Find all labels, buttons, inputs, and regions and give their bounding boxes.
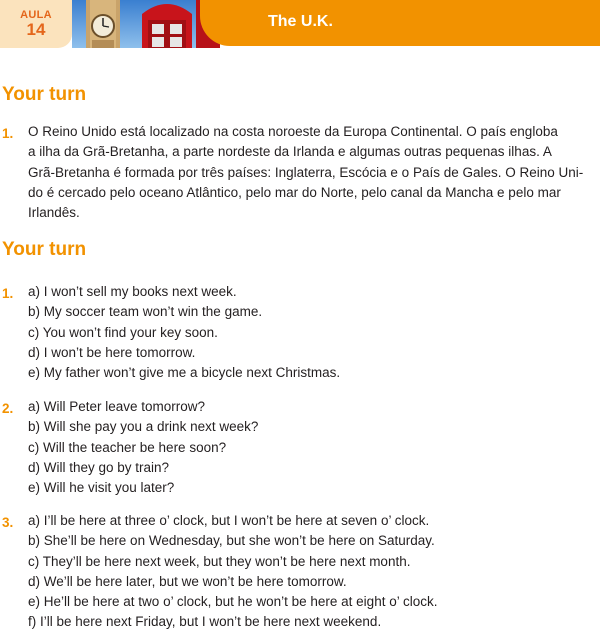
list-item: e) My father won’t give me a bicycle next Christmas.: [28, 365, 341, 381]
lesson-label: AULA: [20, 9, 52, 21]
exercise-number: 1.: [2, 286, 14, 301]
title-bar: [200, 0, 600, 46]
exercise-number: 2.: [2, 401, 14, 416]
answer-list: [28, 511, 437, 633]
list-item: f) I’ll be here next Friday, but I won’t be here next weekend.: [28, 614, 382, 630]
paragraph-line: O Reino Unido está localizado na costa noroeste da Europa Continental. O país engloba: [28, 124, 558, 139]
paragraph-line: a ilha da Grã-Bretanha, a parte nordeste da Irlanda e algumas outras pequenas ilhas. A: [28, 144, 552, 160]
list-item: a) I won’t sell my books next week.: [28, 284, 237, 299]
list-item: b) She’ll be here on Wednesday, but she won’t be here on Saturday.: [28, 533, 435, 549]
list-item: e) Will he visit you later?: [28, 480, 175, 496]
exercise-number: 1.: [2, 126, 14, 141]
lesson-header: [0, 0, 600, 52]
paragraph-line: Grã-Bretanha é formada por três países: Inglaterra, Escócia e o País de Gales. O Reino Uni-: [28, 164, 584, 180]
paragraph-line: do é cercado pelo oceano Atlântico, pelo mar do Norte, pelo canal da Mancha e pelo mar: [28, 184, 561, 200]
list-item: c) You won’t find your key soon.: [28, 324, 218, 340]
london-landmarks-image: [72, 0, 220, 48]
list-item: e) He’ll be here at two o’ clock, but he won’t be here at eight o’ clock.: [28, 594, 438, 610]
list-item: d) We’ll be here later, but we won’t be here tomorrow.: [28, 573, 347, 589]
section-heading-2: Your turn: [2, 239, 87, 260]
exercise-number: 3.: [2, 515, 14, 530]
list-item: d) Will they go by train?: [28, 459, 170, 475]
lesson-badge: [0, 0, 72, 48]
answer-list: [28, 282, 340, 383]
section-heading-1: Your turn: [2, 84, 87, 105]
answer-paragraph: [28, 122, 600, 223]
paragraph-line: Irlandês.: [28, 205, 80, 221]
list-item: b) Will she pay you a drink next week?: [28, 419, 259, 435]
list-item: d) I won’t be here tomorrow.: [28, 344, 196, 360]
answer-list: [28, 397, 258, 498]
list-item: a) Will Peter leave tomorrow?: [28, 399, 206, 414]
header-photo: [72, 0, 220, 48]
list-item: c) Will the teacher be here soon?: [28, 439, 227, 455]
list-item: b) My soccer team won’t win the game.: [28, 304, 263, 320]
list-item: c) They’ll be here next week, but they won’t be here next month.: [28, 553, 411, 569]
list-item: a) I’ll be here at three o’ clock, but I won’t be here at seven o’ clock.: [28, 513, 430, 528]
lesson-number: 14: [26, 20, 46, 39]
lesson-title: The U.K.: [268, 13, 333, 30]
